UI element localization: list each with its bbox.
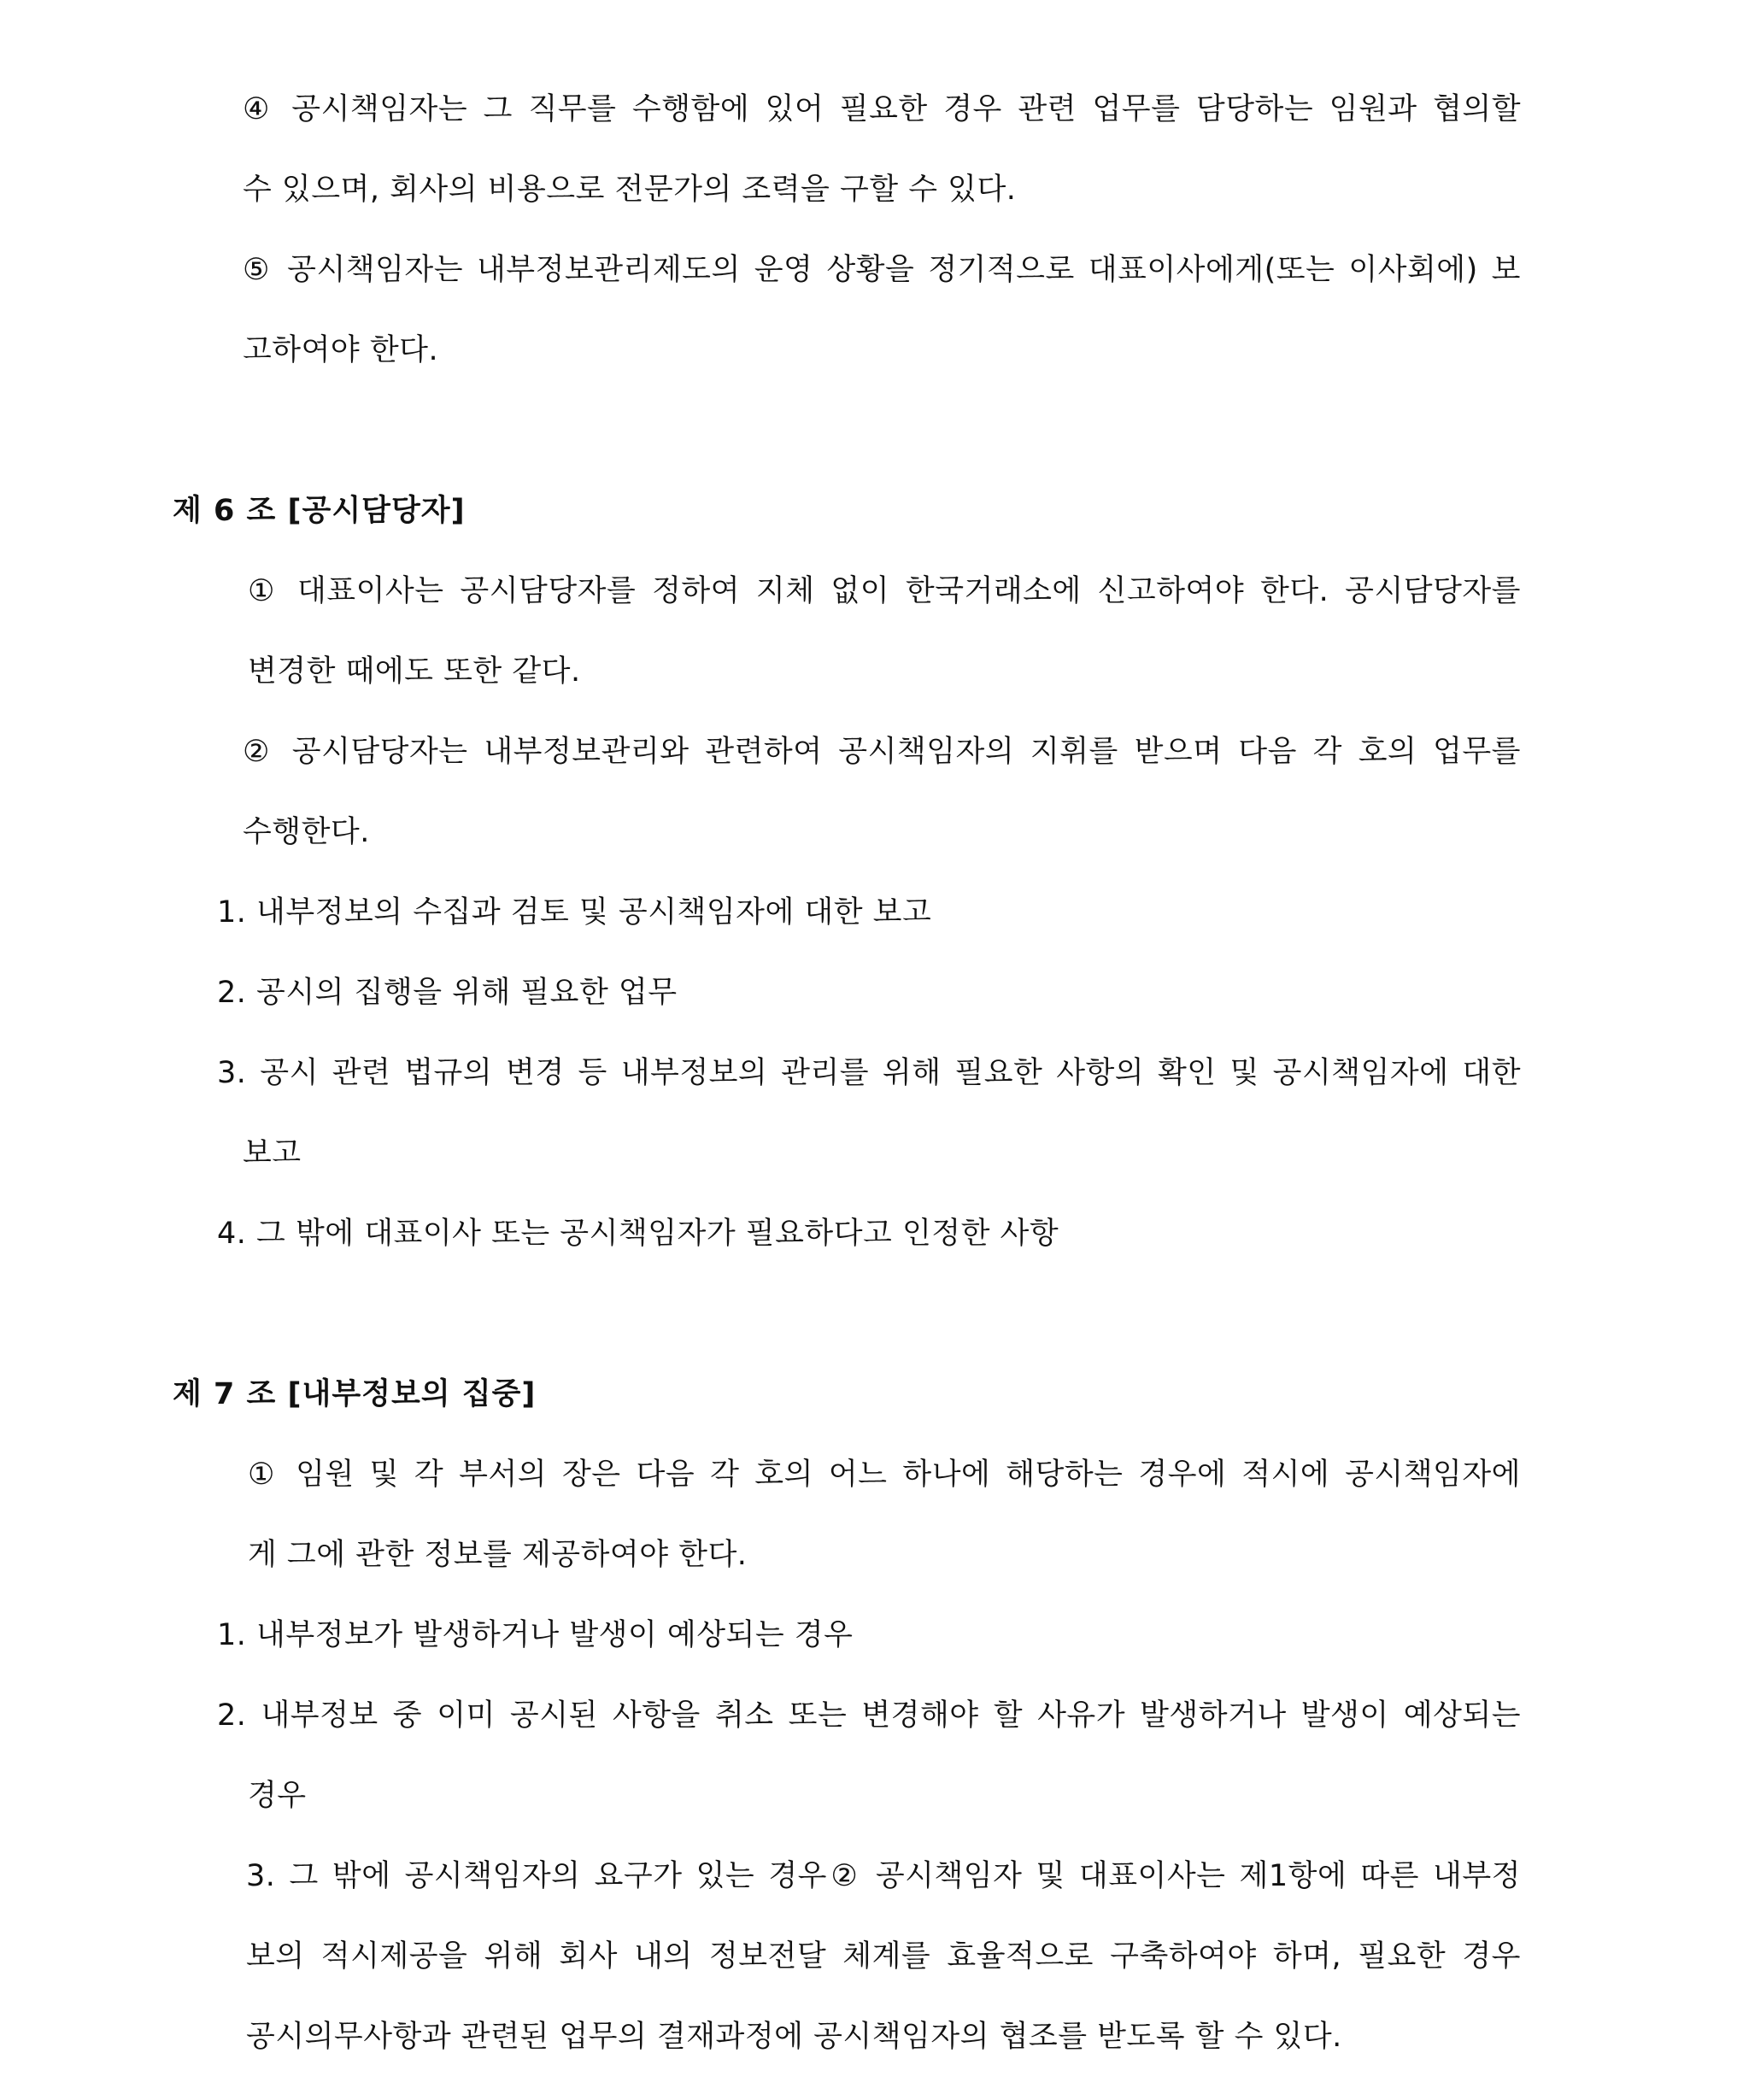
art6-para1-line2: 변경한 때에도 또한 같다.: [248, 654, 581, 689]
article-6-heading: 제 6 조 [공시담당자]: [173, 494, 466, 528]
art5-para5-line1: ⑤ 공시책임자는 내부정보관리제도의 운영 상황을 정기적으로 대표이사에게(또는 이사회에) 보: [243, 253, 1521, 287]
art7-item2-line2: 경우: [248, 1779, 307, 1813]
article-7-heading: 제 7 조 [내부정보의 집중]: [173, 1377, 537, 1411]
art5-para5-line2: 고하여야 한다.: [243, 333, 439, 367]
art7-para1-line2: 게 그에 관한 정보를 제공하여야 한다.: [248, 1538, 748, 1572]
art5-para4-line1: ④ 공시책임자는 그 직무를 수행함에 있어 필요한 경우 관련 업무를 담당하는 임원과 협의할: [243, 92, 1521, 126]
art6-para2-line1: ② 공시담당자는 내부정보관리와 관련하여 공시책임자의 지휘를 받으며 다음 각 호의 업무를: [243, 735, 1521, 769]
art7-item1: 1. 내부정보가 발생하거나 발생이 예상되는 경우: [217, 1618, 854, 1652]
art6-item3-line1: 3. 공시 관련 법규의 변경 등 내부정보의 관리를 위해 필요한 사항의 확인 및 공시책임자에 대한: [217, 1056, 1521, 1090]
art7-item3-line1: 3. 그 밖에 공시책임자의 요구가 있는 경우② 공시책임자 및 대표이사는 제1항에 따른 내부정: [246, 1859, 1521, 1893]
art7-item2-line1: 2. 내부정보 중 이미 공시된 사항을 취소 또는 변경해야 할 사유가 발생하거나 발생이 예상되는: [217, 1698, 1521, 1733]
art7-para1-line1: ① 임원 및 각 부서의 장은 다음 각 호의 어느 하나에 해당하는 경우에 적시에 공시책임자에: [248, 1458, 1521, 1492]
art6-para2-line2: 수행한다.: [243, 815, 370, 849]
art6-item4: 4. 그 밖에 대표이사 또는 공시책임자가 필요하다고 인정한 사항: [217, 1217, 1059, 1251]
art7-item3-line2: 보의 적시제공을 위해 회사 내의 정보전달 체계를 효율적으로 구축하여야 하며, 필요한 경우: [246, 1939, 1521, 1974]
art6-item2: 2. 공시의 집행을 위해 필요한 업무: [217, 976, 678, 1010]
art5-para4-line2: 수 있으며, 회사의 비용으로 전문가의 조력을 구할 수 있다.: [243, 173, 1017, 207]
art6-item3-line2: 보고: [243, 1136, 302, 1170]
art7-item3-line3: 공시의무사항과 관련된 업무의 결재과정에 공시책임자의 협조를 받도록 할 수 있다.: [246, 2020, 1342, 2054]
art6-item1: 1. 내부정보의 수집과 검토 및 공시책임자에 대한 보고: [217, 895, 932, 930]
art6-para1-line1: ① 대표이사는 공시담당자를 정하여 지체 없이 한국거래소에 신고하여야 한다. 공시담당자를: [248, 574, 1521, 608]
